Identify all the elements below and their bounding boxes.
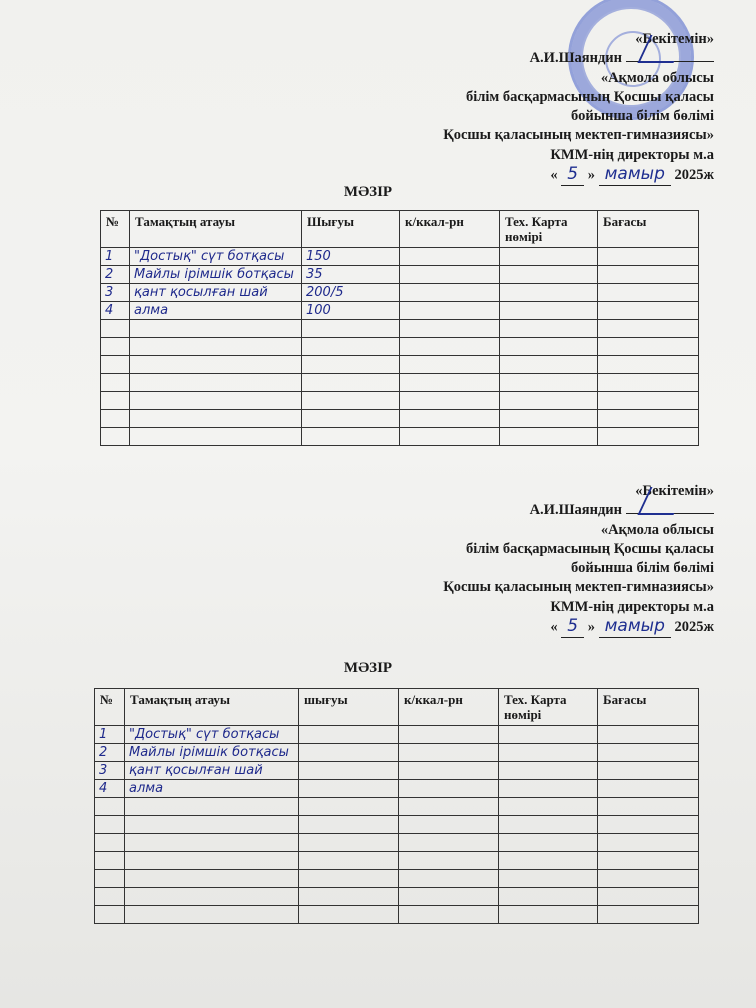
col-header-number: № [95, 689, 125, 726]
org-line: бойынша білім бөлімі [571, 560, 714, 577]
col-header-yield: шығуы [299, 689, 399, 726]
table-row: 1 "Достық" сүт ботқасы 150 [101, 248, 699, 266]
col-header-price: Бағасы [598, 689, 699, 726]
date-day: 5 [567, 616, 579, 637]
col-header-number: № [101, 211, 130, 248]
date-year: 2025ж [674, 619, 714, 636]
org-line: Қосшы қаласының мектеп-гимназиясы» [443, 127, 714, 144]
table-row [101, 320, 699, 338]
org-line: КММ-нің директоры м.а [550, 146, 714, 163]
table-row [95, 852, 699, 870]
org-line: КММ-нің директоры м.а [550, 598, 714, 615]
table-row [95, 816, 699, 834]
table-row [101, 428, 699, 446]
table-row [95, 834, 699, 852]
date-month: мамыр [604, 164, 665, 185]
approval-date: « 5 » мамыр 2025ж [354, 617, 714, 638]
table-row [95, 798, 699, 816]
approval-date: « 5 » мамыр 2025ж [354, 165, 714, 186]
approver-line [354, 501, 714, 520]
org-line: білім басқармасының Қосшы қаласы [465, 540, 714, 557]
org-line: «Ақмола облысы [600, 521, 714, 538]
approval-title: «Бекітемін» [635, 31, 714, 47]
col-header-tech-card: Тех. Карта нөмірі [499, 689, 598, 726]
table-row [101, 356, 699, 374]
approver-line [354, 49, 714, 68]
table-row: 3 қант қосылған шай [95, 762, 699, 780]
table-row [95, 888, 699, 906]
org-line: Қосшы қаласының мектеп-гимназиясы» [443, 579, 714, 596]
org-line: бойынша білім бөлімі [571, 108, 714, 125]
date-day: 5 [567, 164, 579, 185]
approval-block-top [354, 30, 714, 186]
table-row [95, 906, 699, 924]
table-row [101, 392, 699, 410]
menu-title: МӘЗІР [343, 184, 393, 200]
approval-block-bottom [354, 482, 714, 638]
col-header-kcal: к/ккал-рн [400, 211, 500, 248]
menu-table-bottom [94, 688, 699, 924]
menu-title: МӘЗІР [343, 660, 393, 676]
col-header-dish: Тамақтың атауы [130, 211, 302, 248]
col-header-yield: Шығуы [302, 211, 400, 248]
table-row [101, 338, 699, 356]
col-header-kcal: к/ккал-рн [399, 689, 499, 726]
date-year: 2025ж [674, 167, 714, 184]
signature [626, 501, 714, 514]
approver-name: А.И.Шаяндин [529, 502, 622, 519]
table-row [101, 374, 699, 392]
signature [626, 49, 714, 62]
table-row [95, 870, 699, 888]
col-header-price: Бағасы [598, 211, 699, 248]
approval-title: «Бекітемін» [635, 483, 714, 499]
approver-name: А.И.Шаяндин [529, 50, 622, 67]
col-header-dish: Тамақтың атауы [125, 689, 299, 726]
table-row [101, 410, 699, 428]
table-row: 1 "Достық" сүт ботқасы [95, 726, 699, 744]
table-row: 4 алма 100 [101, 302, 699, 320]
org-line: «Ақмола облысы [600, 69, 714, 86]
menu-table-top [100, 210, 699, 446]
table-row: 2 Майлы ірімшік ботқасы 35 [101, 266, 699, 284]
col-header-tech-card: Тех. Карта нөмірі [500, 211, 598, 248]
date-month: мамыр [604, 616, 665, 637]
org-line: білім басқармасының Қосшы қаласы [465, 88, 714, 105]
table-row: 2 Майлы ірімшік ботқасы [95, 744, 699, 762]
table-row: 4 алма [95, 780, 699, 798]
table-row: 3 қант қосылған шай 200/5 [101, 284, 699, 302]
